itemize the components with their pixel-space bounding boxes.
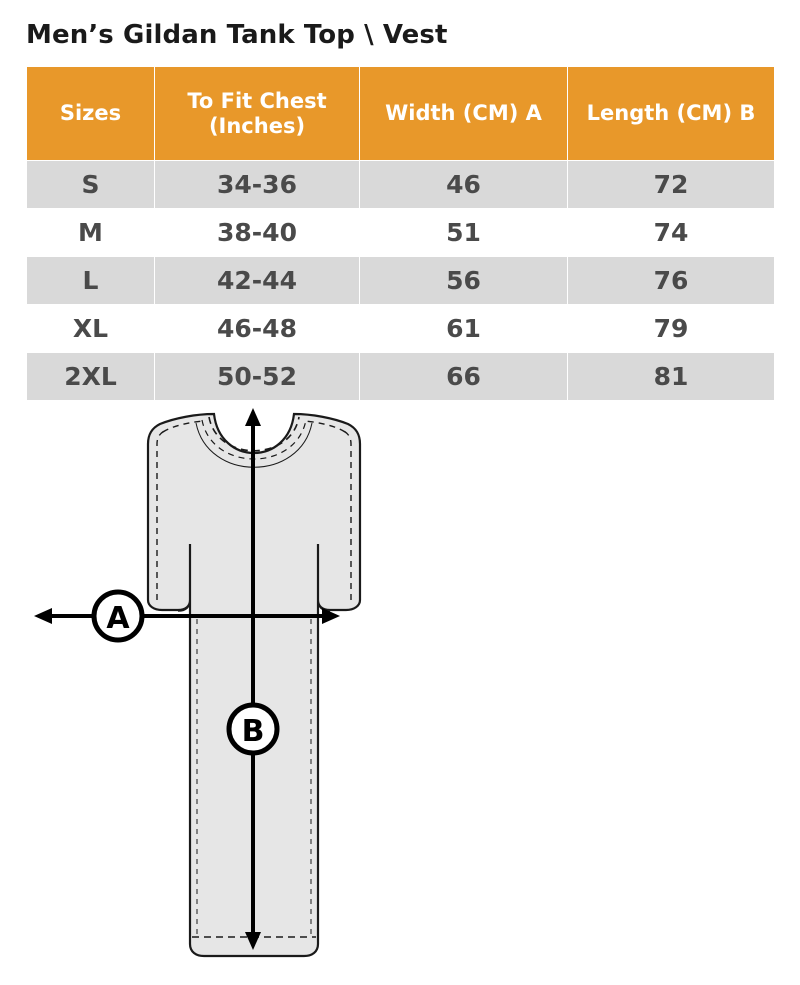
cell-width: 61 — [360, 305, 568, 353]
garment-diagram — [0, 404, 800, 985]
table-row — [27, 161, 775, 209]
cell-chest: 38-40 — [155, 209, 360, 257]
table-body — [27, 161, 775, 401]
cell-chest: 50-52 — [155, 353, 360, 401]
table-row — [27, 257, 775, 305]
length-label-text: B — [241, 714, 265, 749]
cell-length: 79 — [568, 305, 775, 353]
column-header-chest: To Fit Chest (Inches) — [155, 67, 360, 161]
cell-width: 51 — [360, 209, 568, 257]
cell-size: S — [27, 161, 155, 209]
cell-length: 74 — [568, 209, 775, 257]
cell-width: 56 — [360, 257, 568, 305]
width-label-text: A — [106, 601, 130, 636]
cell-chest: 42-44 — [155, 257, 360, 305]
cell-length: 81 — [568, 353, 775, 401]
page-title: Men’s Gildan Tank Top \ Vest — [26, 20, 448, 50]
table-header-row — [27, 67, 775, 161]
cell-size: 2XL — [27, 353, 155, 401]
table-row — [27, 209, 775, 257]
column-header-length: Length (CM) B — [568, 67, 775, 161]
cell-width: 46 — [360, 161, 568, 209]
cell-chest: 46-48 — [155, 305, 360, 353]
cell-size: M — [27, 209, 155, 257]
cell-length: 72 — [568, 161, 775, 209]
cell-size: XL — [27, 305, 155, 353]
table-header — [27, 67, 775, 161]
column-header-width: Width (CM) A — [360, 67, 568, 161]
cell-chest: 34-36 — [155, 161, 360, 209]
table-row — [27, 353, 775, 401]
cell-length: 76 — [568, 257, 775, 305]
cell-width: 66 — [360, 353, 568, 401]
cell-size: L — [27, 257, 155, 305]
size-table — [26, 66, 775, 401]
column-header-sizes: Sizes — [27, 67, 155, 161]
table-row — [27, 305, 775, 353]
